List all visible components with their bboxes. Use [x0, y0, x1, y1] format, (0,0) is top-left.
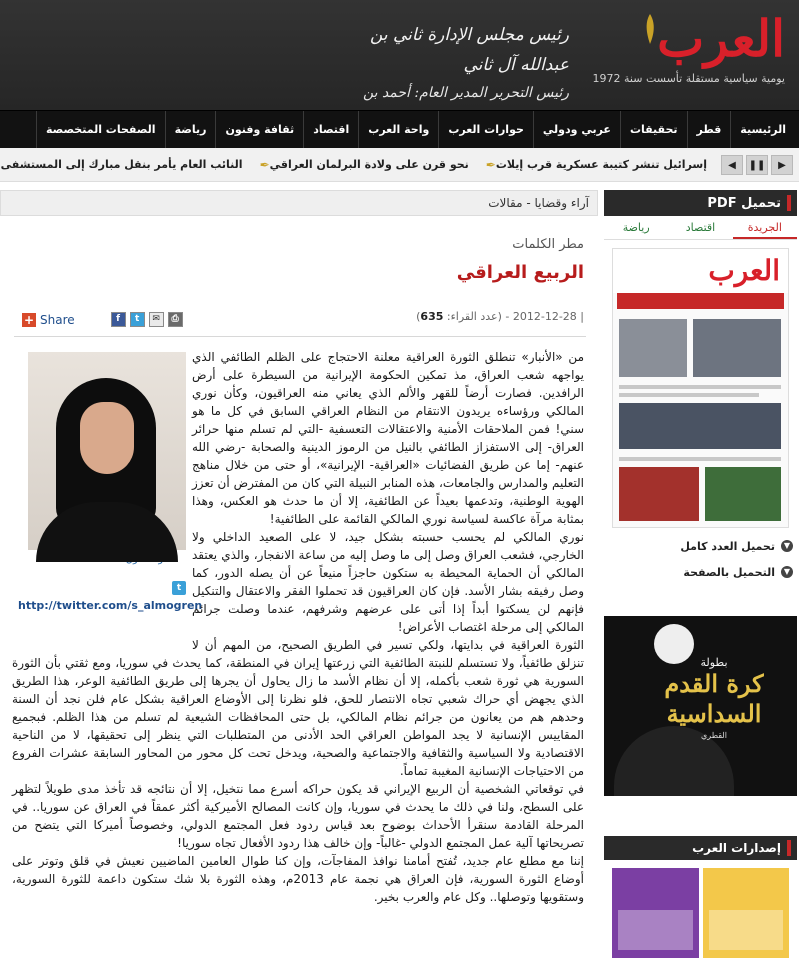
- section-marker: [787, 840, 791, 856]
- print-icon[interactable]: ⎙: [168, 312, 183, 327]
- pdf-tabs: [604, 216, 797, 240]
- article-paragraph: نوري المالكي لم يحسب حسبته بشكل جيد، لا على الصعيد الداخلي ولا الخارجي، فشعب العراق وصل إلى ما وصل إليه من ساعة الانفجار، والذي يعتقد المالكي أن الحماية المحيطة به ستكون حاجزاً منيعاً عن أن يصله الدور، كما وصل رفيقه بشار الأسد. فإن كان العراقيون قد تحملوا الفقر والاعتقال والتنكيل فإنهم لن يسكتوا أبداً إذا أتى على عرضهم وشرفهم، عندما وصلت جرائم المالكي إلى مرحلة اغتصاب الأعراض!: [192, 530, 584, 634]
- nav-item-sports[interactable]: رياضة: [165, 111, 216, 149]
- sidebar: [604, 190, 797, 945]
- newspaper-thumbnail[interactable]: [612, 248, 789, 528]
- tab-sports[interactable]: رياضة: [622, 221, 650, 234]
- article-column: [0, 190, 598, 945]
- logo-tagline: يومية سياسية مستقلة تأسست سنة 1972: [592, 72, 785, 85]
- download-icon: ▼: [781, 566, 793, 578]
- nav-item-culture[interactable]: ثقافة وفنون: [215, 111, 303, 149]
- magazine-cover[interactable]: [703, 868, 790, 958]
- site-logo[interactable]: [575, 8, 785, 100]
- chairman-line: رئيس مجلس الإدارة ثاني بن عبدالله آل ثاني: [369, 25, 569, 75]
- twitter-link[interactable]: http://twitter.com/s_almogren: [18, 599, 203, 612]
- nav-item-investigations[interactable]: تحقيقات: [620, 111, 687, 149]
- facebook-icon[interactable]: f: [111, 312, 126, 327]
- logo-text: العرب: [657, 9, 785, 68]
- article-paragraph: في توقعاتي الشخصية أن الربيع الإيراني قد يكون حراكه أسرع مما نتخيل، إلا أن نتائجه قد تأخذ مدى طويلاً لتظهر على السطح، ولنا في ذلك ما يحدث في سوريا، وإن كانت المصالح الأميركية أكثر عمقاً في العراق عن سوريا.. في المرحلة القادمة سنقرأ الأحداث بوضوح بعد قياس ردود فعل المجتمع الدولي، وخصوصاً أميركا التي يتضح من تصريحاتها آلية عمل المجتمع الدولي -غالباً- وإن خالف هذا ردود الأفعال تجاه سوريا!: [12, 782, 584, 850]
- readers-label: (عدد القراء:: [446, 310, 502, 323]
- ticker-item[interactable]: ✒ نحو قرن على ولادة البرلمان العراقي: [249, 148, 475, 182]
- nav-item-economy[interactable]: اقتصاد: [303, 111, 358, 149]
- publications-list: [612, 868, 789, 958]
- email-icon[interactable]: ✉: [149, 312, 164, 327]
- nav-item-special-pages[interactable]: الصفحات المتخصصة: [36, 111, 165, 149]
- share-plus-icon[interactable]: +: [23, 312, 35, 327]
- readers-count: 635: [420, 310, 444, 323]
- thumbnail-logo: العرب: [613, 249, 788, 293]
- ticker-item[interactable]: ✒ إسرائيل تنشر كتيبة عسكرية قرب إيلات: [475, 148, 713, 182]
- magazine-cover[interactable]: [612, 868, 699, 958]
- ad-text: بطولة كرة القدم السداسية القطري: [664, 656, 764, 740]
- feather-icon: [0, 148, 1, 182]
- download-icon: ▼: [781, 540, 793, 552]
- article-paragraph: الثورة العراقية في بدايتها، ولكي تسير في الطريق الصحيح، من المهم أن لا تنزلق طائفياً، ولا تستسلم للنبتة الطائفية التي زرعتها إيران في المنطقة، كما يحدث في سوريا، ومع ثقتي بأن الثورة السورية هي ثورة شعب بأكمله، إلا أن نظام الأسد ما زال يحاول أن يجرها إلى طريق الطائفية الوعر، هذا الطريق الذي يجهض أي حراك شعبي تجاه الانتصار للحق، فلو نظرنا إلى الأوضاع العراقية بشكل عام فلن نجد أن السنة وحدهم هم من يعانون من جرائم نظام المالكي، بل حتى المحافظات الشيعية لم تسلم من هذا الظلم. فبجميع المقاييس الإنسانية لا يجد المواطن العراقي الحد الأدنى من المتطلبات التي ينظر إلى تحقيقها، لا من الناحية الاقتصادية ولا السياسية والثقافية والاجتماعية والصحية، ويدخل تحت كل محور من المحاور السابقة عشرات الفروع من الاحتياجات الإنسانية المغيبة تماماً.: [12, 638, 584, 778]
- editor-line: رئيس التحرير المدير العام: أحمد بن: [362, 85, 569, 101]
- ticker-next-button[interactable]: ▶: [771, 155, 793, 175]
- article-title: الربيع العراقي: [456, 262, 584, 283]
- ticker-items: [0, 148, 713, 182]
- thumbnail-headline: [617, 293, 784, 309]
- feather-icon: [643, 14, 657, 44]
- article-date: 2012-12-28: [512, 310, 577, 323]
- pdf-box-header: [604, 190, 797, 216]
- download-page-link[interactable]: التحميل بالصفحة ▼: [604, 560, 797, 584]
- ticker-prev-button[interactable]: ◀: [721, 155, 743, 175]
- news-ticker: [0, 148, 799, 182]
- ticker-pause-button[interactable]: ❚❚: [746, 155, 768, 175]
- main-nav: [0, 110, 799, 148]
- article-body: [12, 348, 584, 906]
- article-meta: | 2012-12-28 - (عدد القراء: 635): [416, 310, 584, 323]
- nav-item-oasis[interactable]: واحة العرب: [358, 111, 438, 149]
- publications-header: [604, 836, 797, 860]
- nav-item-interviews[interactable]: حوارات العرب: [438, 111, 533, 149]
- feather-icon: ✒: [259, 158, 270, 172]
- share-button[interactable]: Share: [40, 312, 75, 327]
- column-name: مطر الكلمات: [512, 237, 584, 252]
- feather-icon: ✒: [485, 158, 496, 172]
- twitter-icon[interactable]: t: [130, 312, 145, 327]
- ad-banner[interactable]: [604, 616, 797, 796]
- publications-title: إصدارات العرب: [692, 841, 781, 855]
- article-paragraph: إننا مع مطلع عام جديد، تُفتح أمامنا نوافذ المفاجآت، وإن كنا طوال العامين الماضيين نعيش في قلق وتوتر على أوضاع الثورة السورية، فإن العراق هي نجمة عام 2013م، وهذه الثورة بلا شك ستكون داعمة للثورة السورية، وستقويها وتوصلها.. وكل عام والعرب بخير.: [12, 854, 584, 904]
- tab-newspaper[interactable]: الجريدة: [733, 216, 797, 239]
- ticker-controls: [721, 155, 793, 175]
- share-bar: [22, 312, 183, 327]
- nav-item-home[interactable]: الرئيسية: [730, 111, 795, 149]
- article-paragraph: من «الأنبار» تنطلق الثورة العراقية معلنة الاحتجاج على الظلم الطائفي الذي يواجهه شعب العراق، مذ تمكين الحكومة الإيرانية من السيطرة على أرض الرافدين. فصارت أرضاً للقهر والألم الذي يعاني منه العراقيون، وكأن نوري المالكي ورؤساءه يريدون الانتقام من النظام العراقي السابق في كل ما هو سني! فمن الملاحقات الأمنية والاعتقالات التعسفية -التي لم تسلم منها حرائر العراق- إلى الاستفزاز الطائفي بالنيل من الرموز الدينية والصحابة -رضي الله عنهم- إما عن طريق الفضائيات «العراقية- الإيرانية»، أو حتى من خلال مناهج التعليم والمدارس والجامعات، هذه المنابر النبيلة التي كان من المفترض أن تعزز الهوية الوطنية، وتدعمها بعيداً عن الطائفية، إلا أن ما حدث هو العكس، وهذا بمثابة مرآة عاكسة لسياسة نوري المالكي القائمة على الطائفية!: [192, 350, 584, 526]
- site-header: [0, 0, 799, 110]
- ticker-item[interactable]: النائب العام يأمر بنقل مبارك إلى المستشفى: [0, 148, 249, 182]
- nav-item-arab-international[interactable]: عربي ودولي: [533, 111, 620, 149]
- section-breadcrumb[interactable]: آراء وقضايا - مقالات: [0, 190, 598, 216]
- twitter-icon[interactable]: t: [172, 581, 186, 595]
- tab-economy[interactable]: اقتصاد: [685, 221, 716, 234]
- nav-item-qatar[interactable]: قطر: [687, 111, 731, 149]
- meta-divider: [14, 336, 586, 337]
- pdf-box-title: تحميل PDF: [707, 195, 781, 211]
- download-full-link[interactable]: تحميل العدد كامل ▼: [604, 534, 797, 558]
- section-marker: [787, 195, 791, 211]
